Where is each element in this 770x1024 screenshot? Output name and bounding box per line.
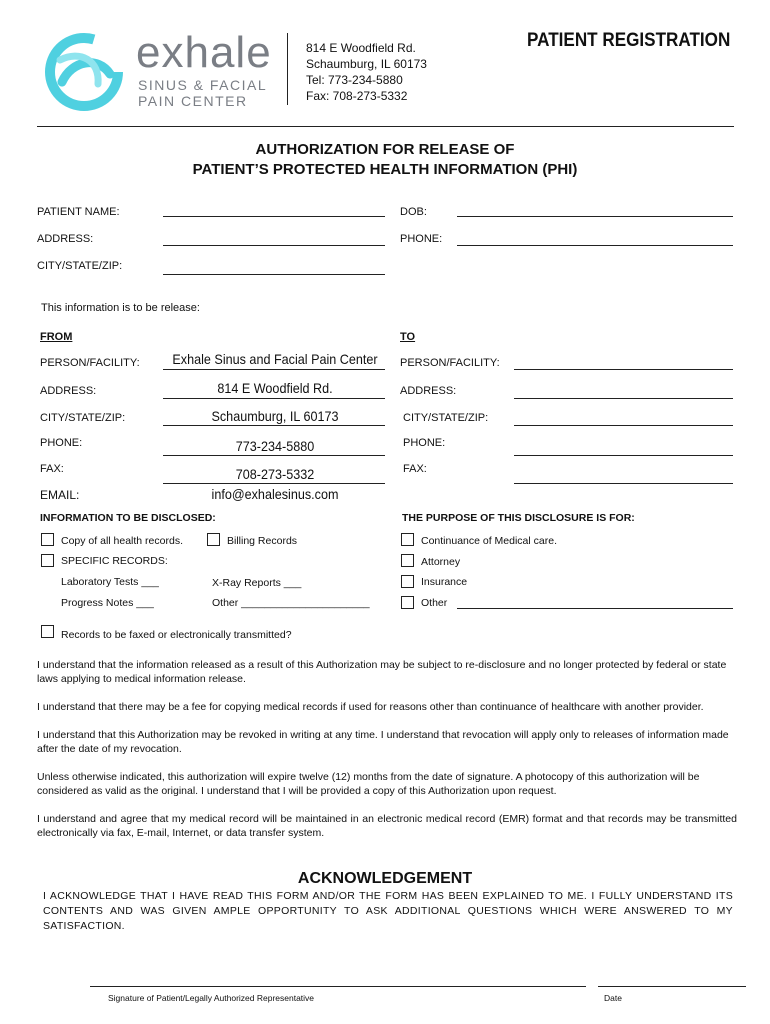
address-line-1: 814 E Woodfield Rd. xyxy=(306,41,416,55)
to-fax-field[interactable] xyxy=(514,483,733,484)
from-phone-line xyxy=(163,455,385,456)
patient-address-field[interactable] xyxy=(163,245,385,246)
continuance-label: Continuance of Medical care. xyxy=(421,535,557,547)
to-fax-label: FAX: xyxy=(403,463,427,475)
brand-sub2: PAIN CENTER xyxy=(138,93,248,109)
from-fax-line xyxy=(163,483,385,484)
purpose-other-checkbox[interactable] xyxy=(401,596,414,609)
from-email-label: EMAIL: xyxy=(40,488,80,502)
patient-csz-field[interactable] xyxy=(163,274,385,275)
from-address-label: ADDRESS: xyxy=(40,385,97,397)
dob-label: DOB: xyxy=(400,206,427,218)
purpose-other-label: Other xyxy=(421,597,448,609)
signature-line[interactable] xyxy=(90,986,586,987)
progress-notes-label[interactable]: Progress Notes ___ xyxy=(61,597,154,609)
form-title: PATIENT REGISTRATION xyxy=(527,30,731,51)
copy-all-checkbox[interactable] xyxy=(41,533,54,546)
to-address-label: ADDRESS: xyxy=(400,385,457,397)
from-person-line xyxy=(163,369,385,370)
release-intro: This information is to be release: xyxy=(41,302,200,314)
to-person-label: PERSON/FACILITY: xyxy=(400,357,500,369)
to-csz-field[interactable] xyxy=(514,425,733,426)
to-csz-label: CITY/STATE/ZIP: xyxy=(403,412,489,424)
from-fax-value[interactable]: 708-273-5332 xyxy=(235,466,315,482)
patient-name-label: PATIENT NAME: xyxy=(37,206,120,218)
from-email-value[interactable]: info@exhalesinus.com xyxy=(211,486,339,502)
to-heading: TO xyxy=(400,331,416,343)
patient-phone-field[interactable] xyxy=(457,245,733,246)
purpose-other-field[interactable] xyxy=(457,608,733,609)
insurance-checkbox[interactable] xyxy=(401,575,414,588)
ack-text: I ACKNOWLEDGE THAT I HAVE READ THIS FORM AND/OR THE FORM HAS BEEN EXPLAINED TO ME. I FULLY UNDERSTAND ITS CONTENTS AND WAS GIVEN AMPLE OPPORTUNITY TO ASK ADDITIONAL QUESTIONS WHICH WERE ANSWERED TO MY SATISFACTION. xyxy=(43,890,733,932)
brand-sub1: SINUS & FACIAL xyxy=(138,77,268,93)
from-fax-label: FAX: xyxy=(40,463,64,475)
continuance-checkbox[interactable] xyxy=(401,533,414,546)
from-person-value[interactable]: Exhale Sinus and Facial Pain Center xyxy=(172,351,378,367)
doc-title-1: AUTHORIZATION FOR RELEASE OF xyxy=(255,141,515,158)
other-records-label[interactable]: Other ______________________ xyxy=(212,597,370,609)
from-phone-label: PHONE: xyxy=(40,437,83,449)
address-line-4: Fax: 708-273-5332 xyxy=(306,89,408,103)
header-divider xyxy=(287,33,288,105)
from-address-line xyxy=(163,398,385,399)
purpose-heading: THE PURPOSE OF THIS DISCLOSURE IS FOR: xyxy=(402,512,635,524)
address-line-2: Schaumburg, IL 60173 xyxy=(306,57,427,71)
address-line-3: Tel: 773-234-5880 xyxy=(306,73,403,87)
paragraph-redisclosure: I understand that the information released as a result of this Authorization may be subject to re-disclosure and no longer protected by federal or state laws applying to medical information release. xyxy=(37,659,727,685)
patient-csz-label: CITY/STATE/ZIP: xyxy=(37,260,123,272)
date-label: Date xyxy=(604,993,622,1003)
clinic-address xyxy=(306,40,427,104)
to-phone-field[interactable] xyxy=(514,455,733,456)
disclosed-heading: INFORMATION TO BE DISCLOSED: xyxy=(40,512,216,524)
from-csz-label: CITY/STATE/ZIP: xyxy=(40,412,126,424)
lab-tests-label[interactable]: Laboratory Tests ___ xyxy=(61,576,159,588)
to-person-field[interactable] xyxy=(514,369,733,370)
to-address-field[interactable] xyxy=(514,398,733,399)
brand-name: exhale xyxy=(136,28,272,77)
from-csz-line xyxy=(163,425,385,426)
date-line[interactable] xyxy=(598,986,746,987)
header-rule xyxy=(37,126,734,127)
paragraph-fee: I understand that there may be a fee for copying medical records if used for reasons other than continuance of healthcare with another provider. xyxy=(37,701,704,713)
signature-label: Signature of Patient/Legally Authorized Representative xyxy=(108,993,315,1003)
patient-name-field[interactable] xyxy=(163,216,385,217)
to-phone-label: PHONE: xyxy=(403,437,446,449)
copy-all-label: Copy of all health records. xyxy=(61,535,183,547)
specific-checkbox[interactable] xyxy=(41,554,54,567)
faxed-checkbox[interactable] xyxy=(41,625,54,638)
billing-checkbox[interactable] xyxy=(207,533,220,546)
from-person-label: PERSON/FACILITY: xyxy=(40,357,140,369)
from-phone-value[interactable]: 773-234-5880 xyxy=(235,438,315,454)
paragraph-revocation: I understand that this Authorization may be revoked in writing at any time. I understand that revocation will apply only to releases of information made after the date of my revocation. xyxy=(37,729,729,755)
faxed-label: Records to be faxed or electronically transmitted? xyxy=(61,629,292,641)
from-csz-value[interactable]: Schaumburg, IL 60173 xyxy=(211,408,339,424)
paragraph-emr: I understand and agree that my medical record will be maintained in an electronic medical record (EMR) format and that records may be transmitted electronically via fax, E-mail, Internet, or data transfer system. xyxy=(37,813,737,839)
paragraph-expiration: Unless otherwise indicated, this authorization will expire twelve (12) months from the date of signature. A photocopy of this authorization will be considered as valid as the original. I understand that I will be provided a copy of this Authorization upon request. xyxy=(37,771,700,797)
attorney-checkbox[interactable] xyxy=(401,554,414,567)
exhale-swirl-icon xyxy=(40,30,130,115)
patient-address-label: ADDRESS: xyxy=(37,233,94,245)
dob-field[interactable] xyxy=(457,216,733,217)
from-address-value[interactable]: 814 E Woodfield Rd. xyxy=(217,380,333,396)
patient-phone-label: PHONE: xyxy=(400,233,443,245)
logo xyxy=(30,30,280,115)
specific-label: SPECIFIC RECORDS: xyxy=(61,555,168,567)
attorney-label: Attorney xyxy=(421,556,461,568)
ack-heading: ACKNOWLEDGEMENT xyxy=(297,870,473,887)
insurance-label: Insurance xyxy=(421,576,468,588)
from-heading: FROM xyxy=(40,331,73,343)
xray-label[interactable]: X-Ray Reports ___ xyxy=(212,577,302,589)
doc-title-2: PATIENT’S PROTECTED HEALTH INFORMATION (PHI) xyxy=(192,161,578,178)
billing-label: Billing Records xyxy=(227,535,298,547)
